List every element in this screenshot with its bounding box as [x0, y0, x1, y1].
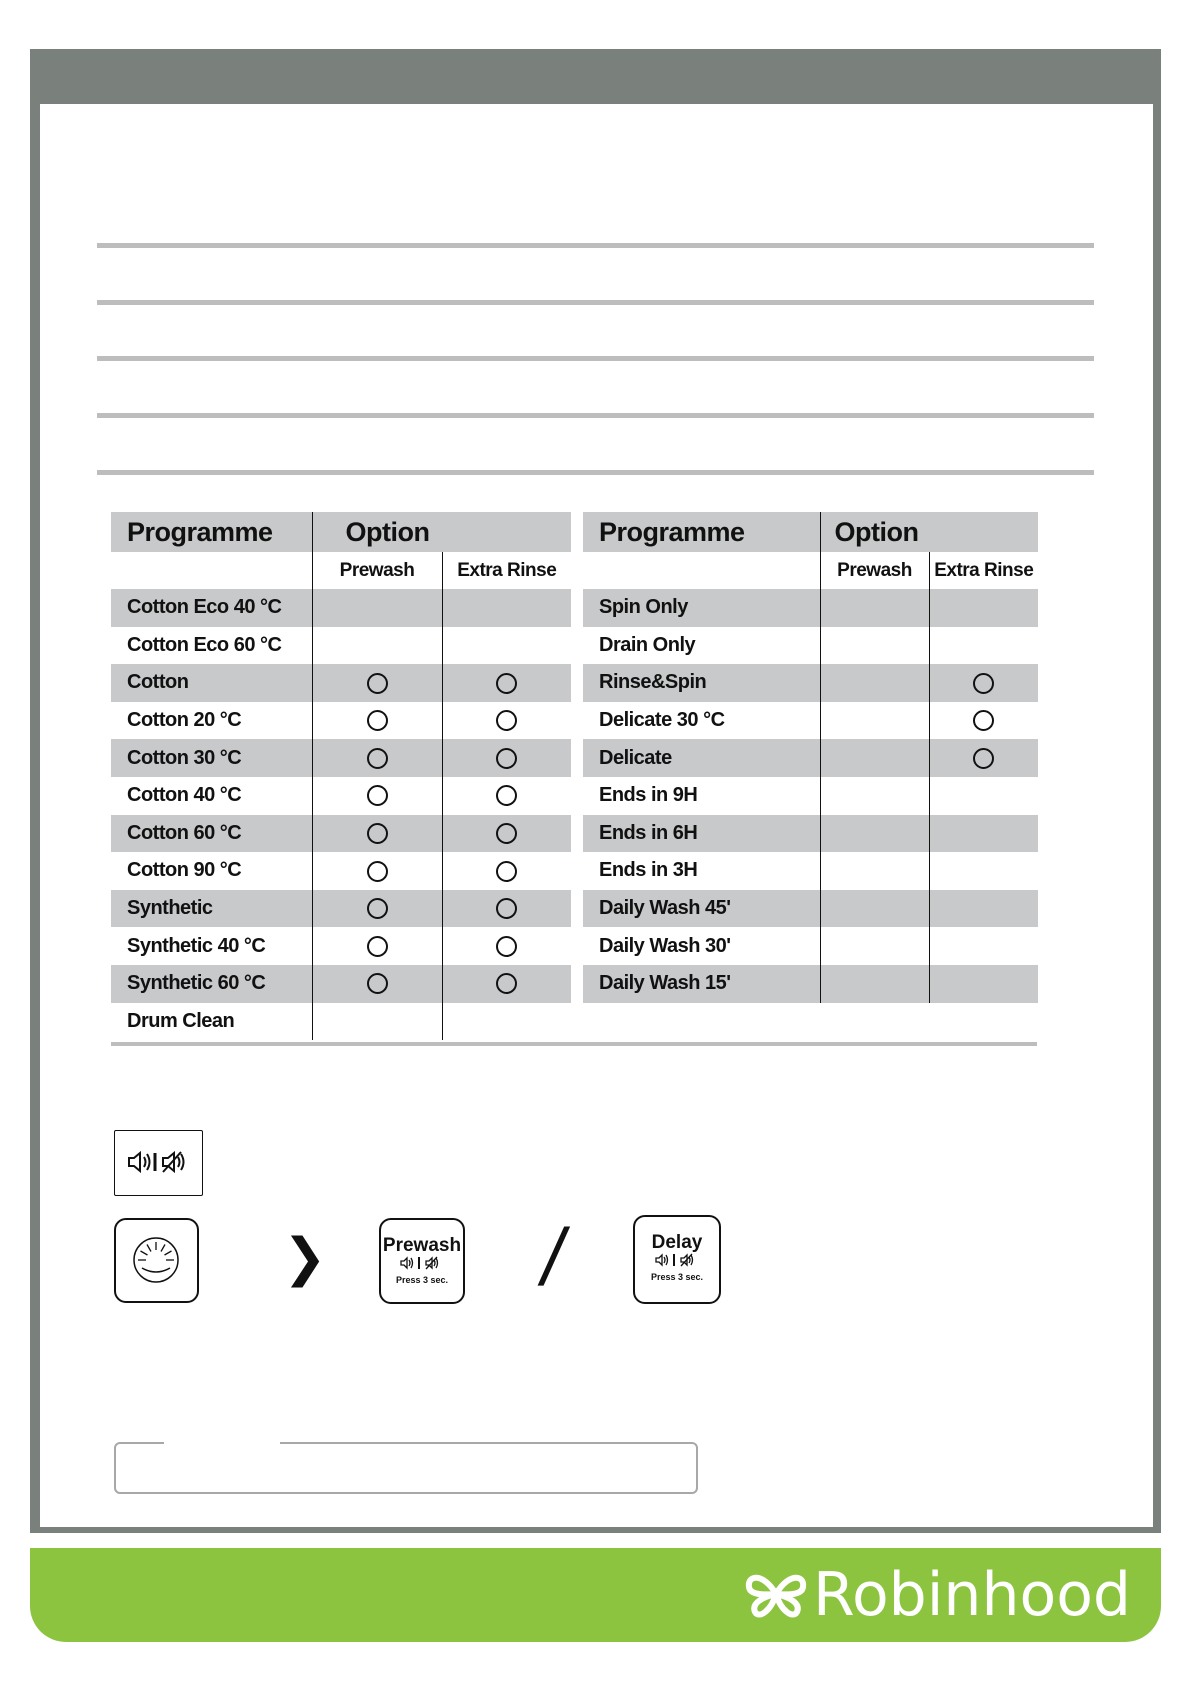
programme-name: Cotton 40 °C: [127, 784, 242, 807]
programme-name: Cotton 90 °C: [127, 859, 242, 882]
footer-bar: [30, 1548, 1161, 1642]
table-row: [583, 664, 1038, 702]
programme-name: Synthetic: [111, 890, 312, 928]
circle-mark: [367, 898, 388, 919]
brand-name: Robinhood: [812, 1560, 1131, 1630]
table-row: [111, 1003, 571, 1041]
circle-mark: [367, 823, 388, 844]
dial-button[interactable]: [114, 1218, 199, 1303]
circle-mark: [496, 673, 517, 694]
options-table-right: [583, 512, 1038, 1003]
header-programme: Programme: [111, 512, 312, 552]
table-row: [111, 965, 571, 1003]
prewash-cell: [820, 702, 929, 740]
table-row: [583, 815, 1038, 853]
prewash-cell: [820, 965, 929, 1003]
circle-mark: [367, 785, 388, 806]
extra-rinse-cell: [442, 965, 571, 1003]
header-option: Option: [820, 512, 1038, 552]
prewash-cell: [312, 927, 442, 965]
divider-rule: [97, 413, 1094, 418]
circle-mark: [973, 673, 994, 694]
programme-name: Synthetic 40 °C: [127, 934, 266, 957]
delay-label: Delay: [651, 1232, 703, 1253]
prewash-cell: [312, 890, 442, 928]
prewash-cell: [312, 627, 442, 665]
programme-name: Cotton Eco 60 °C: [127, 633, 282, 656]
extra-rinse-cell: [442, 589, 571, 627]
divider-rule: [97, 243, 1094, 248]
table-row: [111, 739, 571, 777]
programme-name: Cotton 30 °C: [111, 739, 312, 777]
note-box-tab: [164, 1440, 280, 1446]
extra-rinse-cell: [929, 965, 1038, 1003]
programme-name: Drain Only: [599, 633, 696, 656]
circle-mark: [973, 710, 994, 731]
prewash-cell: [312, 815, 442, 853]
extra-rinse-cell: [442, 627, 571, 665]
programme-name: Ends in 3H: [599, 859, 698, 882]
prewash-cell: [820, 890, 929, 928]
sound-on-off-icon: [397, 1256, 447, 1270]
prewash-cell: [820, 815, 929, 853]
prewash-cell: [312, 702, 442, 740]
col-prewash: Prewash: [820, 552, 929, 589]
sound-on-off-icon: [652, 1253, 702, 1267]
options-table-left: [111, 512, 571, 1040]
programme-name: Delicate: [583, 739, 820, 777]
arrow-right-icon: ❯: [283, 1228, 327, 1288]
extra-rinse-cell: [929, 739, 1038, 777]
table-row: [111, 664, 571, 702]
programme-name: Cotton 20 °C: [127, 709, 242, 732]
table-row: [111, 890, 571, 928]
col-extra-rinse: Extra Rinse: [442, 552, 571, 589]
extra-rinse-cell: [442, 815, 571, 853]
extra-rinse-cell: [929, 852, 1038, 890]
programme-name: Cotton 60 °C: [111, 815, 312, 853]
circle-mark: [496, 936, 517, 957]
delay-button[interactable]: [633, 1215, 721, 1304]
table-row: [111, 627, 571, 665]
prewash-cell: [312, 965, 442, 1003]
header-programme: Programme: [583, 512, 820, 552]
slash-separator: /: [536, 1212, 573, 1296]
dial-icon: [116, 1220, 196, 1300]
circle-mark: [367, 748, 388, 769]
table-row: [583, 739, 1038, 777]
prewash-cell: [820, 627, 929, 665]
programme-name: Daily Wash 45': [583, 890, 820, 928]
prewash-label: Prewash: [382, 1235, 462, 1256]
programme-name: Delicate 30 °C: [599, 709, 725, 732]
extra-rinse-cell: [442, 664, 571, 702]
header-option: Option: [312, 512, 571, 552]
delay-hint: Press 3 sec.: [650, 1272, 704, 1282]
extra-rinse-cell: [929, 664, 1038, 702]
extra-rinse-cell: [929, 927, 1038, 965]
programme-name: Drum Clean: [127, 1009, 235, 1032]
programme-name: Ends in 9H: [599, 784, 698, 807]
table-row: [583, 589, 1038, 627]
prewash-cell: [312, 739, 442, 777]
col-extra-rinse: Extra Rinse: [929, 552, 1038, 589]
col-prewash: Prewash: [312, 552, 442, 589]
programme-name: Daily Wash 30': [599, 934, 731, 957]
divider-rule: [97, 470, 1094, 475]
prewash-cell: [312, 852, 442, 890]
programme-name: Spin Only: [583, 589, 820, 627]
table-row: [583, 965, 1038, 1003]
circle-mark: [367, 973, 388, 994]
prewash-cell: [820, 664, 929, 702]
circle-mark: [496, 973, 517, 994]
prewash-cell: [820, 589, 929, 627]
extra-rinse-cell: [929, 777, 1038, 815]
table-row: [111, 777, 571, 815]
extra-rinse-cell: [442, 739, 571, 777]
table-row: [583, 702, 1038, 740]
prewash-cell: [820, 927, 929, 965]
table-row: [583, 927, 1038, 965]
circle-mark: [367, 861, 388, 882]
prewash-cell: [312, 777, 442, 815]
circle-mark: [496, 710, 517, 731]
extra-rinse-cell: [929, 815, 1038, 853]
circle-mark: [367, 936, 388, 957]
circle-mark: [496, 898, 517, 919]
table-row: [111, 852, 571, 890]
table-row: [583, 890, 1038, 928]
sound-toggle-icon-box: [114, 1130, 203, 1196]
circle-mark: [367, 673, 388, 694]
prewash-hint: Press 3 sec.: [395, 1275, 449, 1285]
table-row: [583, 777, 1038, 815]
prewash-cell: [820, 852, 929, 890]
prewash-cell: [820, 739, 929, 777]
prewash-cell: [312, 589, 442, 627]
extra-rinse-cell: [929, 702, 1038, 740]
table-row: [111, 589, 571, 627]
divider-rule: [97, 356, 1094, 361]
table-row: [111, 815, 571, 853]
circle-mark: [496, 748, 517, 769]
programme-name: Cotton: [111, 664, 312, 702]
table-row: [111, 702, 571, 740]
extra-rinse-cell: [442, 852, 571, 890]
circle-mark: [496, 861, 517, 882]
programme-name: Rinse&Spin: [583, 664, 820, 702]
programme-name: Synthetic 60 °C: [111, 965, 312, 1003]
prewash-button[interactable]: [379, 1218, 465, 1304]
circle-mark: [496, 823, 517, 844]
table-row: [111, 927, 571, 965]
programme-name: Ends in 6H: [583, 815, 820, 853]
divider-rule: [97, 300, 1094, 305]
programme-name: Daily Wash 15': [583, 965, 820, 1003]
extra-rinse-cell: [442, 927, 571, 965]
circle-mark: [367, 710, 388, 731]
circle-mark: [973, 748, 994, 769]
table-row: [583, 852, 1038, 890]
sound-on-off-icon: [115, 1131, 201, 1194]
note-box: [114, 1442, 698, 1494]
extra-rinse-cell: [929, 589, 1038, 627]
extra-rinse-cell: [929, 890, 1038, 928]
programme-name: Cotton Eco 40 °C: [111, 589, 312, 627]
prewash-cell: [820, 777, 929, 815]
extra-rinse-cell: [442, 890, 571, 928]
table-row: [583, 627, 1038, 665]
butterfly-icon: [743, 1567, 809, 1621]
extra-rinse-cell: [442, 777, 571, 815]
table-bottom-rule: [111, 1042, 1037, 1046]
extra-rinse-cell: [442, 702, 571, 740]
circle-mark: [496, 785, 517, 806]
prewash-cell: [312, 664, 442, 702]
brand-logo: [743, 1560, 1131, 1630]
extra-rinse-cell: [929, 627, 1038, 665]
